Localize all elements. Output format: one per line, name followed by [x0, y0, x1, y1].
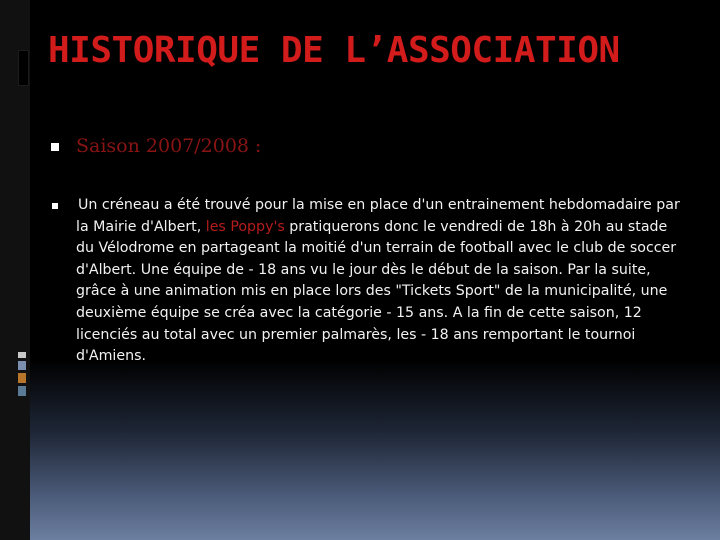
body-paragraph — [76, 195, 680, 368]
section-heading: Saison 2007/2008 : — [76, 135, 262, 157]
slide-title: HISTORIQUE DE L’ASSOCIATION — [48, 30, 620, 71]
deco-strip-4 — [18, 386, 26, 396]
deco-strip-2 — [18, 361, 26, 370]
square-bullet-icon — [52, 203, 58, 209]
club-name-highlight: les Poppy's — [205, 218, 285, 235]
paragraph-part-1: Un créneau a été trouvé pour la mise en place d'un entrainement hebdomadaire par la Mairie d'Albert, — [76, 197, 680, 235]
deco-strip-3 — [18, 373, 26, 383]
square-bullet-icon — [51, 143, 59, 151]
paragraph-part-2: pratiquerons donc le vendredi de 18h à 20h au stade du Vélodrome en partageant la moitié d'un terrain de football avec le club de soccer d'Albert. Une équipe de - 18 ans vu le jour dès le début de la saison. Par la suite, grâce à une animation mis en place lors des "Tickets Sport" de la municipalité, une deuxième équipe se créa avec la catégorie - 15 ans. A la fin de cette saison, 12 licenciés au total avec un premier palmarès, les - 18 ans remportant le tournoi d'Amiens. — [76, 218, 677, 365]
deco-strip-1 — [18, 352, 26, 358]
bottom-gradient — [30, 360, 720, 540]
title-marker-block — [18, 50, 29, 86]
